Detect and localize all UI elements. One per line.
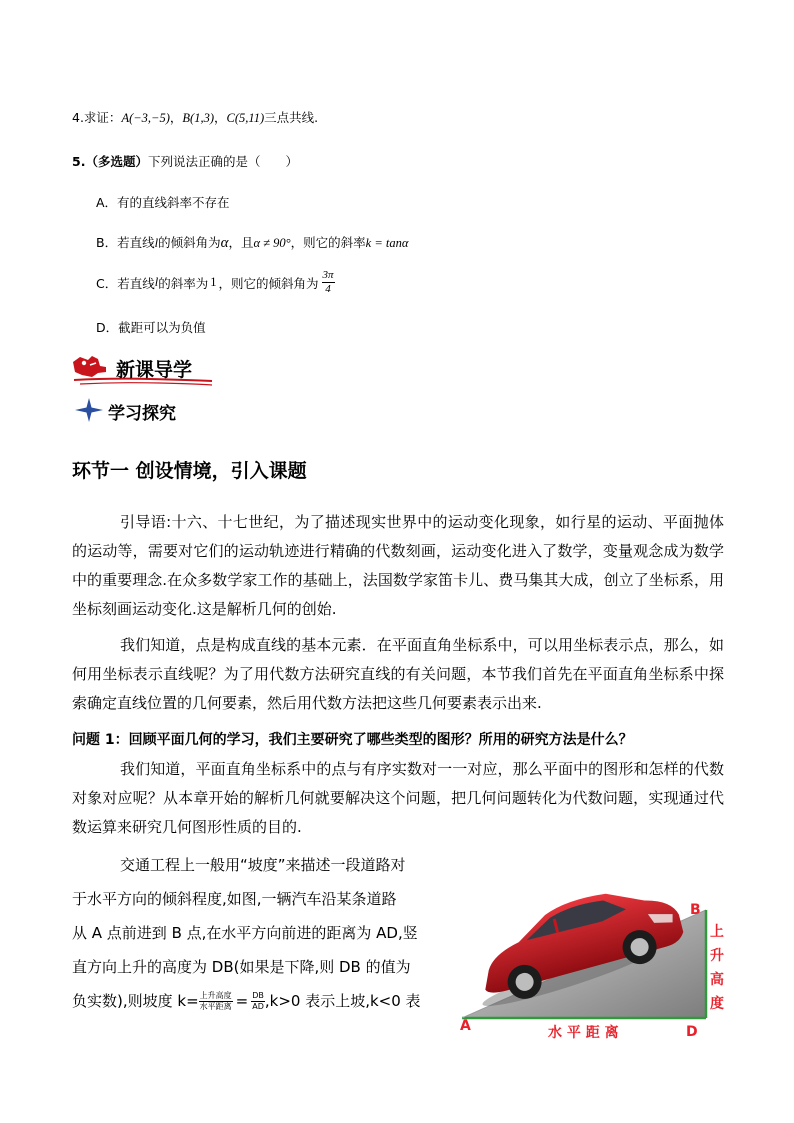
intro-paragraph-2: 我们知道，点是构成直线的基本元素．在平面直角坐标系中，可以用坐标表示点，那么，如何用坐标表示直线呢？为了用代数方法研究直线的有关问题，本节我们首先在平面直角坐标系中探索确定直线位置的几何要素，然后用代数方法把这些几何要素表示出来. [72, 636, 724, 712]
slope-line-1: 交通工程上一般用“坡度”来描述一段道路对 [120, 856, 406, 874]
label-horizontal-distance: 水 平 距 离 [548, 1025, 619, 1041]
option-c-fraction [322, 270, 335, 295]
q5-option-c [96, 270, 335, 295]
slope-line-3: 从 A 点前进到 B 点,在水平方向前进的距离为 AD,竖 [72, 924, 418, 942]
new-lesson-heading: 新课导学 [116, 359, 193, 381]
fraction-2-numerator: DB [252, 990, 264, 1000]
label-vertical-height: 上 升 高 度 [710, 924, 724, 1012]
option-c-prefix: C．若直线 [96, 275, 155, 291]
question-4: 4.求证：A(−3,−5)，B(1,3)，C(5,11)三点共线. [72, 110, 319, 125]
option-b-prefix: B．若直线 [96, 235, 155, 250]
q4-point-b: B(1,3) [182, 111, 215, 125]
slope-line-4: 直方向上升的高度为 DB(如果是下降,则 DB 的值为 [72, 958, 411, 976]
slope-fraction-1 [199, 992, 233, 1011]
slope-figure [458, 858, 726, 1048]
label-b: B [690, 902, 701, 918]
slope-fraction-2 [251, 992, 265, 1011]
slope-line-5 [72, 984, 442, 1018]
slope-paragraph [72, 848, 442, 1018]
fraction-1-numerator: 上升高度 [199, 990, 232, 1000]
star-icon [73, 396, 105, 428]
q5-stem: 下列说法正确的是（ ） [147, 154, 298, 169]
option-b-ineq: α ≠ 90° [253, 236, 291, 250]
intro-text: 十六、十七世纪，为了描述现实世界中的运动变化现象，如行星的运动、平面抛体的运动等，需要对它们的运动轨迹进行精确的代数刻画，运动变化进入了数学，变量观念成为数学中的重要理念.在众多数学家工作的基础上，法国数学家笛卡儿、费马集其大成，创立了坐标系，用坐标刻画运动变化.这是解析几何的创始. [72, 513, 724, 618]
q5-tag: （多选题） [85, 154, 148, 169]
option-c-denominator: 4 [325, 283, 331, 295]
slope-line-5-suffix: ,k>0 表示上坡,k<0 表 [264, 992, 421, 1010]
slope-line-2: 于水平方向的倾斜程度,如图,一辆汽车沿某条道路 [72, 890, 397, 908]
q4-prefix: 4.求证： [72, 110, 122, 125]
slope-line-5-prefix: 负实数),则坡度 k= [72, 992, 199, 1010]
fraction-2-denominator: AD [252, 1001, 264, 1011]
q5-option-d: D．截距可以为负值 [96, 320, 206, 335]
option-b-alpha: α [220, 235, 229, 251]
option-c-one: 1 [210, 275, 217, 289]
q5-option-b [96, 233, 408, 252]
option-b-formula: k = tanα [365, 236, 409, 250]
option-b-line: l [154, 236, 159, 250]
intro-label: 引导语: [120, 513, 172, 531]
fraction-1-denominator: 水平距离 [199, 1001, 232, 1011]
q4-point-a: A(−3,−5) [121, 111, 170, 125]
label-a: A [460, 1018, 471, 1034]
study-heading: 学习探究 [108, 404, 176, 424]
section-1-title: 环节一 创设情境，引入课题 [72, 460, 307, 482]
option-b-mid: 的倾斜角为 [158, 235, 221, 250]
question-5 [72, 152, 298, 170]
intro-paragraph [72, 508, 724, 624]
label-d: D [686, 1024, 698, 1040]
q4-point-c: C(5,11) [226, 111, 265, 125]
option-b-cond: ，且 [228, 235, 254, 250]
option-b-then: ，则它的斜率 [290, 235, 366, 250]
option-c-numerator: 3π [322, 269, 334, 281]
option-c-line: l [154, 275, 159, 289]
slope-equals: = [235, 992, 249, 1010]
q4-suffix: 三点共线. [264, 110, 319, 125]
problem-1-paragraph: 我们知道，平面直角坐标系中的点与有序实数对一一对应，那么平面中的图形和怎样的代数对象对应呢？从本章开始的解析几何就要解决这个问题，把几何问题转化为代数问题，实现通过代数运算来研究几何图形性质的目的. [72, 760, 724, 836]
option-c-then: ，则它的倾斜角为 [218, 275, 319, 291]
option-c-mid: 的斜率为 [158, 275, 209, 291]
q5-option-a: A．有的直线斜率不存在 [96, 195, 230, 210]
q5-number: 5. [72, 154, 86, 169]
problem-1-title: 问题 1：回顾平面几何的学习，我们主要研究了哪些类型的图形？所用的研究方法是什么？ [72, 732, 633, 748]
